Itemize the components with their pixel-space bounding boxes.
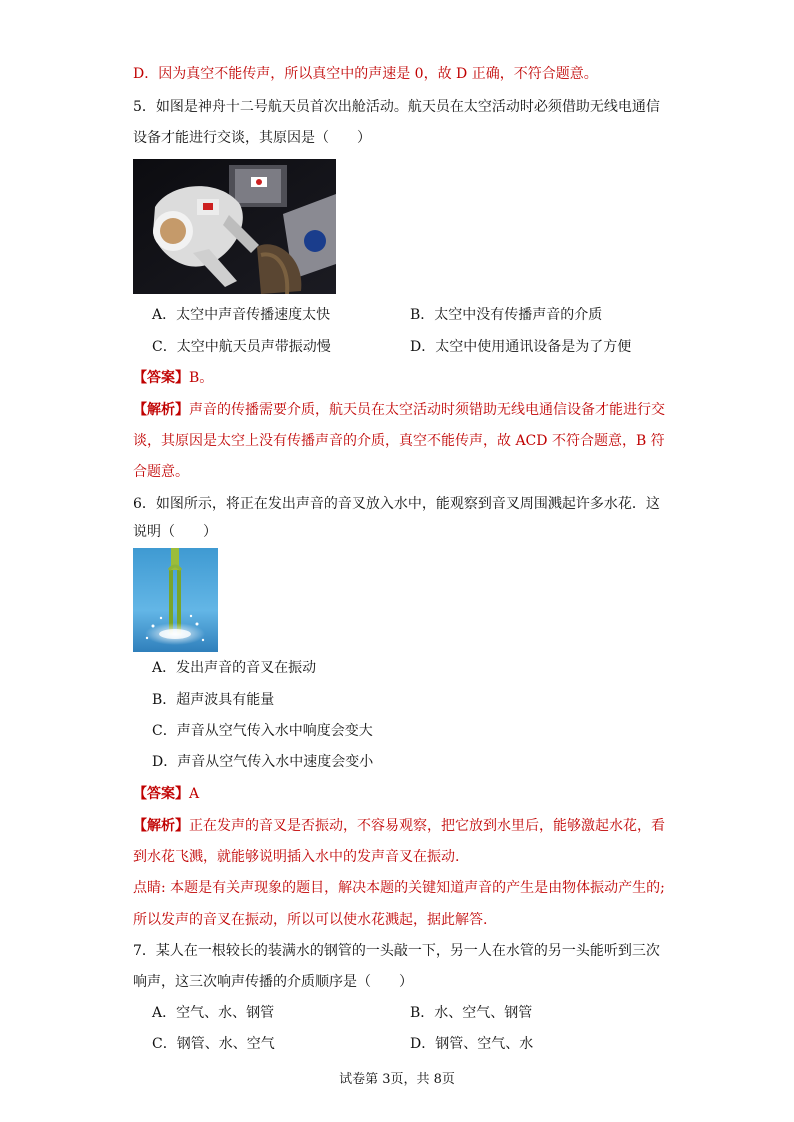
q5-answer: B。 [189, 370, 214, 386]
q6-analysis-tag: 【解析】 [133, 818, 189, 834]
q5-option-a: A．太空中声音传播速度太快 [152, 307, 331, 323]
q5-answer-line [133, 368, 213, 388]
q7-option-a: A．空气、水、钢管 [152, 1005, 275, 1021]
q5-stem-line2: 设备才能进行交谈，其原因是（ ） [133, 130, 371, 146]
q6-analysis-line1 [133, 816, 665, 836]
q5-option-d: D．太空中使用通讯设备是为了方便 [410, 339, 632, 355]
q5-option-b: B．太空中没有传播声音的介质 [410, 307, 603, 323]
q6-analysis-text1: 正在发声的音叉是否振动，不容易观察，把它放到水里后，能够激起水花，看 [189, 818, 665, 834]
q6-option-d: D．声音从空气传入水中速度会变小 [152, 754, 374, 770]
q5-option-c: C．太空中航天员声带振动慢 [152, 339, 331, 355]
q7-stem-line1: 7．某人在一根较长的装满水的钢管的一头敲一下，另一人在水管的另一头能听到三次 [133, 943, 660, 959]
q7-stem-line2: 响声，这三次响声传播的介质顺序是（ ） [133, 974, 413, 990]
q6-option-b: B．超声波具有能量 [152, 692, 275, 708]
q5-stem-line1: 5．如图是神舟十二号航天员首次出舱活动。航天员在太空活动时必须借助无线电通信 [133, 99, 660, 115]
tuning-fork-water-image [133, 548, 218, 652]
q6-stem-line1: 6．如图所示，将正在发出声音的音叉放入水中，能观察到音叉周围溅起许多水花．这 [133, 496, 660, 512]
q6-option-a: A．发出声音的音叉在振动 [152, 660, 317, 676]
q6-stem-line2: 说明（ ） [133, 524, 217, 540]
page-footer: 试卷第 3页，共 8页 [339, 1072, 455, 1087]
q7-option-c: C．钢管、水、空气 [152, 1036, 275, 1052]
q7-option-d: D．钢管、空气、水 [410, 1036, 534, 1052]
astronaut-spacewalk-image [133, 159, 336, 294]
q5-analysis-text1: 声音的传播需要介质，航天员在太空活动时须错助无线电通信设备才能进行交 [189, 402, 665, 418]
q6-option-c: C．声音从空气传入水中响度会变大 [152, 723, 373, 739]
q6-analysis-line2: 到水花飞溅，就能够说明插入水中的发声音叉在振动. [133, 849, 460, 865]
q5-analysis-line1 [133, 400, 665, 420]
q6-answer: A [189, 786, 200, 802]
q5-analysis-line3: 合题意。 [133, 464, 189, 480]
q4-option-d-explanation: D．因为真空不能传声，所以真空中的声速是 0，故 D 正确，不符合题意。 [133, 66, 598, 82]
q5-answer-tag: 【答案】 [133, 370, 189, 386]
q6-comment-line2: 所以发声的音叉在振动，所以可以使水花溅起，据此解答. [133, 912, 488, 928]
q6-answer-line [133, 784, 199, 804]
q6-comment-line1: 点睛: 本题是有关声现象的题目，解决本题的关键知道声音的产生是由物体振动产生的; [133, 880, 665, 896]
q5-analysis-line2: 谈，其原因是太空上没有传播声音的介质，真空不能传声，故 ACD 不符合题意，B 符 [133, 433, 665, 449]
q7-option-b: B．水、空气、钢管 [410, 1005, 533, 1021]
q6-answer-tag: 【答案】 [133, 786, 189, 802]
q5-analysis-tag: 【解析】 [133, 402, 189, 418]
